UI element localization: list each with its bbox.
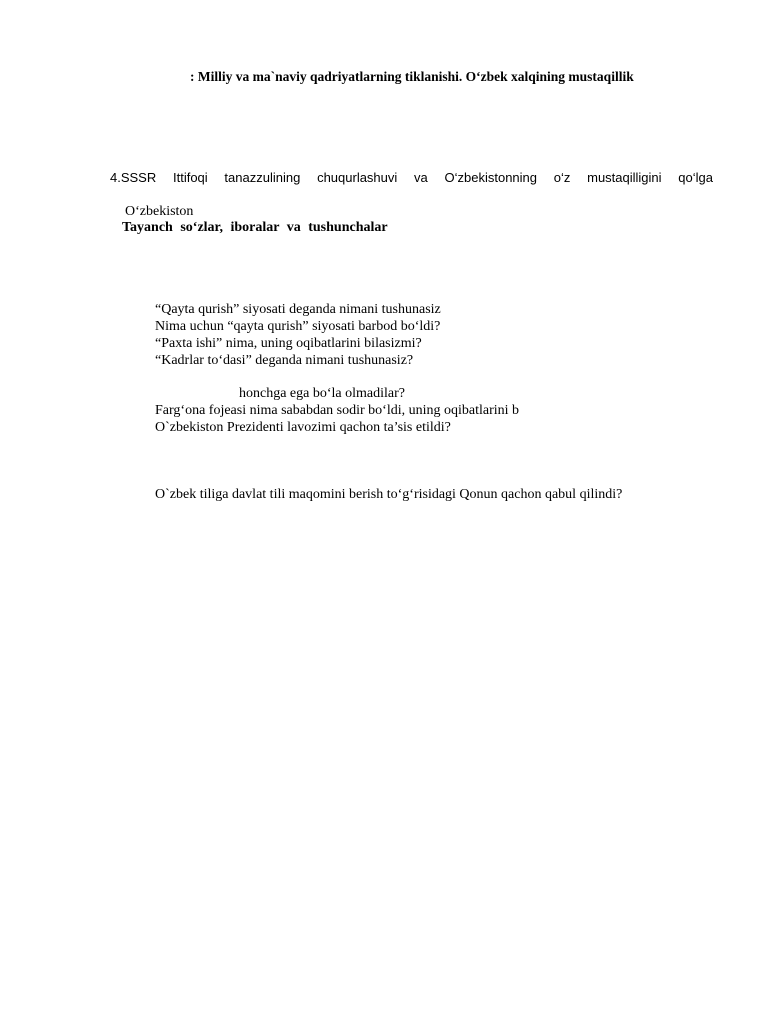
keywords-heading: Tayanch so‘zlar, iboralar va tushunchalar: [122, 220, 388, 235]
section-point-4: 4.SSSR Ittifoqi tanazzulining chuqurlashuvi va O‘zbekistonning o‘z mustaqilligini qo‘lga: [110, 170, 713, 185]
question-5-fragment: honchga ega bo‘la olmadilar?: [239, 386, 405, 401]
question-3: “Paxta ishi” nima, uning oqibatlarini bilasizmi?: [155, 336, 422, 351]
question-2: Nima uchun “qayta qurish” siyosati barbod bo‘ldi?: [155, 319, 441, 334]
question-7: O`zbekiston Prezidenti lavozimi qachon ta’sis etildi?: [155, 420, 451, 435]
question-8: O`zbek tiliga davlat tili maqomini berish to‘g‘risidagi Qonun qachon qabul qilindi?: [155, 487, 623, 502]
question-4: “Kadrlar to‘dasi” deganda nimani tushunasiz?: [155, 353, 414, 368]
section-point-continuation: O‘zbekiston: [125, 204, 194, 219]
question-1: “Qayta qurish” siyosati deganda nimani tushunasiz: [155, 302, 441, 317]
topic-title: : Milliy va ma`naviy qadriyatlarning tiklanishi. O‘zbek xalqining mustaqillik: [190, 69, 634, 84]
question-6: Farg‘ona fojeasi nima sababdan sodir bo‘ldi, uning oqibatlarini b: [155, 403, 520, 418]
